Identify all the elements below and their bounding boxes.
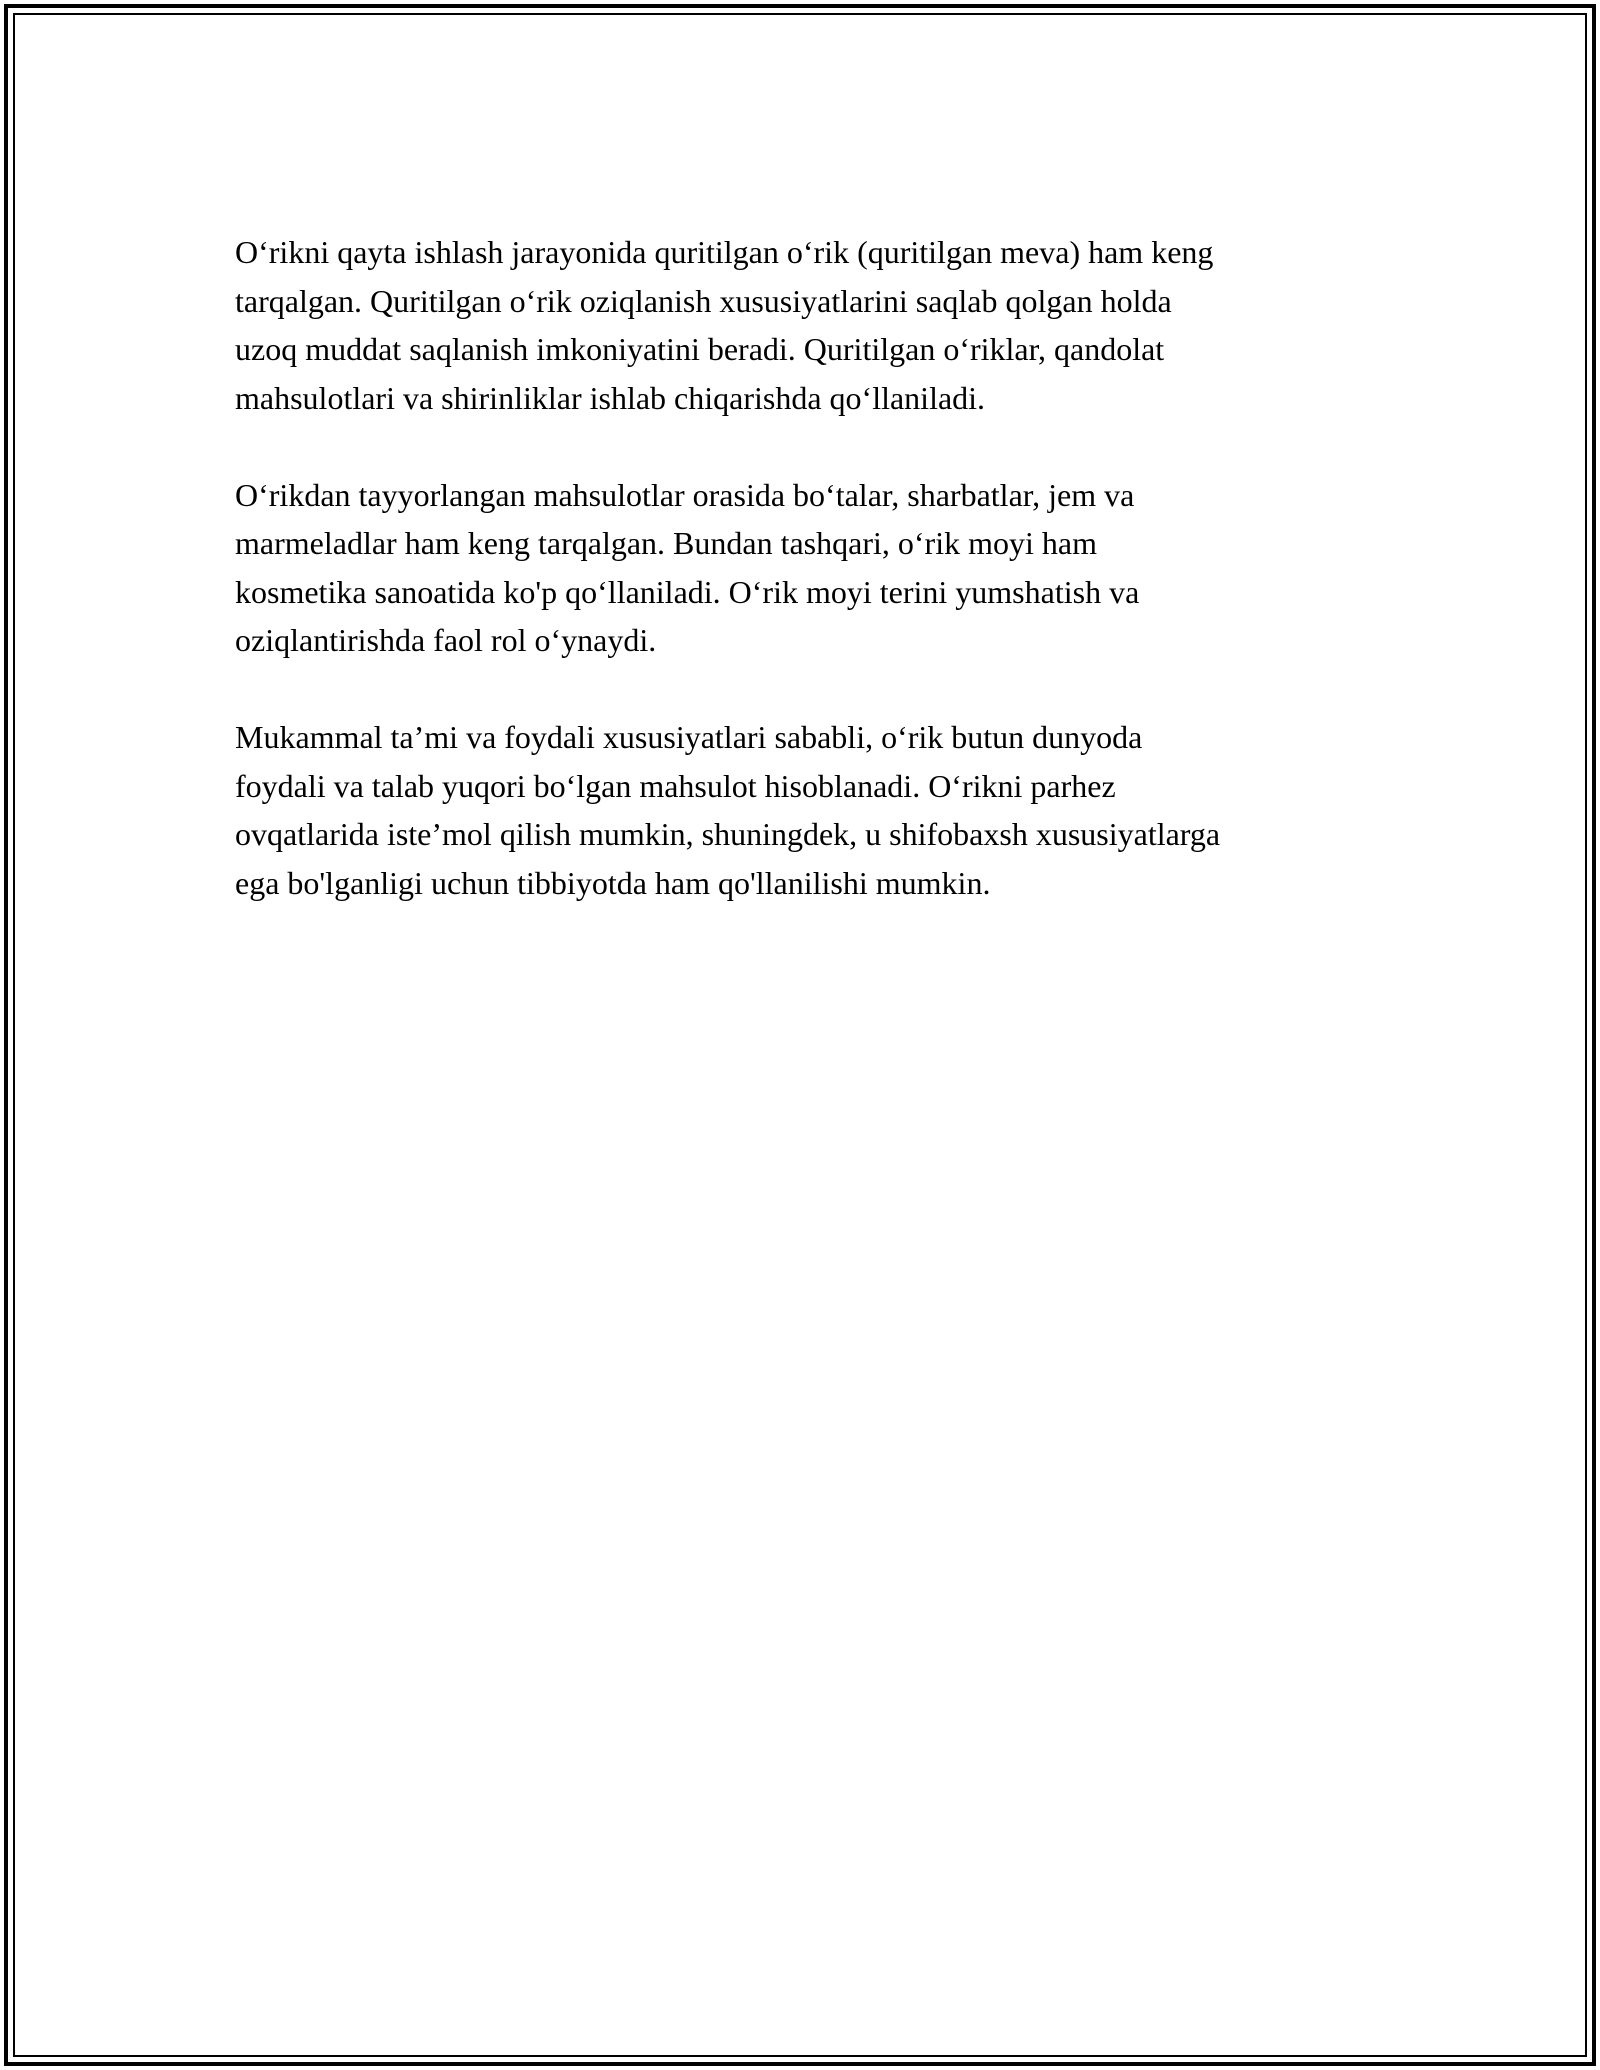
text-line: marmeladlar ham keng tarqalgan. Bundan tashqari, o‘rik moyi ham <box>235 525 1097 561</box>
text-line: kosmetika sanoatida ko'p qo‘llaniladi. O‘rik moyi terini yumshatish va <box>235 573 1140 610</box>
text-line: uzoq muddat saqlanish imkoniyatini beradi. Quritilgan o‘riklar, qandolat <box>235 331 1165 367</box>
paragraph-2 <box>235 471 1415 665</box>
text-line: Mukammal ta’mi va foydali xususiyatlari sababli, o‘rik butun dunyoda <box>235 719 1143 755</box>
text-line: O‘rikdan tayyorlangan mahsulotlar orasida bo‘talar, sharbatlar, jem va <box>235 476 1135 513</box>
text-line: ovqatlarida iste’mol qilish mumkin, shuningdek, u shifobaxsh xususiyatlarga <box>235 816 1221 852</box>
text-line: ega bo'lganligi uchun tibbiyotda ham qo'llanilishi mumkin. <box>235 864 991 901</box>
text-line: O‘rikni qayta ishlash jarayonida quritilgan o‘rik (quritilgan meva) ham keng <box>235 234 1214 270</box>
paragraph-3 <box>235 713 1415 907</box>
text-line: tarqalgan. Quritilgan o‘rik oziqlanish xususiyatlarini saqlab qolgan holda <box>235 282 1172 319</box>
document-body <box>235 228 1415 956</box>
text-line: foydali va talab yuqori bo‘lgan mahsulot hisoblanadi. O‘rikni parhez <box>235 767 1116 804</box>
paragraph-1 <box>235 228 1415 422</box>
text-line: oziqlantirishda faol rol o‘ynaydi. <box>235 622 657 658</box>
text-line: mahsulotlari va shirinliklar ishlab chiqarishda qo‘llaniladi. <box>235 379 986 416</box>
